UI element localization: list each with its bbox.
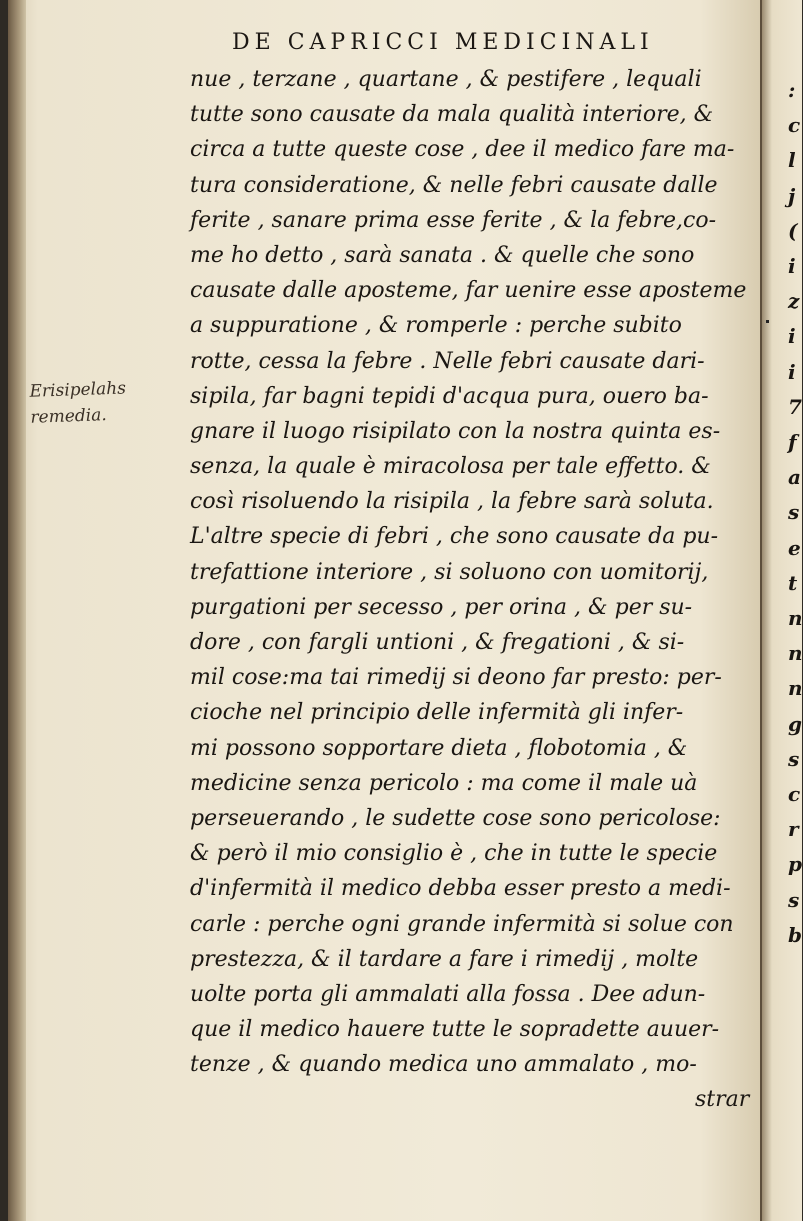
text-line: carle : perche ogni grande infermità si solue con [190,911,734,937]
text-line: tura consideratione, & nelle febri causate dalle [190,172,718,198]
facing-page-glyph: s [788,746,800,771]
text-line: causate dalle aposteme, far uenire esse aposteme [190,278,747,304]
text-line: medicine senza pericolo : ma come il male uà [190,770,698,796]
text-line: me ho detto , sarà sanata . & quelle che sono [190,242,695,268]
facing-page-glyph: n [788,606,803,630]
facing-page-glyph: c [788,782,801,806]
facing-page-glyph: ( [788,218,798,243]
facing-page-glyph: 7 [788,394,802,419]
text-line: dore , con fargli untioni , & fregationi , & si- [190,630,685,655]
facing-page-glyph: b [788,922,802,947]
text-line: d'infermità il medico debba esser presto a medi- [190,876,731,902]
facing-page-glyph: c [788,113,801,138]
text-line: ferite , sanare prima esse ferite , & la febre,co- [190,207,717,233]
text-line: nue , terzane , quartane , & pestifere , lequali [190,67,702,92]
body-text [190,62,760,1118]
text-line: prestezza, & il tardare a fare i rimedij , molte [190,946,699,972]
page-binding-shadow [8,0,26,1221]
text-line: rotte, cessa la febre . Nelle febri causate dari- [190,348,705,374]
running-head: DE CAPRICCI MEDICINALI [232,30,654,55]
text-line: que il medico hauere tutte le sopradette auuer- [190,1017,720,1043]
facing-page-glyph: : [788,78,796,102]
facing-page-glyph: n [788,676,803,701]
ink-speck [766,320,769,323]
text-line: così risoluendo la risipila , la febre sarà soluta. [190,489,714,515]
text-line: sipila, far bagni tepidi d'acqua pura, ouero ba- [190,383,709,409]
text-line: mi possono sopportare dieta , flobotomia , & [190,735,688,761]
text-line: & però il mio consiglio è , che in tutte le specie [190,841,718,867]
facing-page-glyph: f [788,430,797,454]
text-line: tutte sono causate da mala qualità interiore, & [190,102,714,128]
facing-page-glyph: l [788,148,796,173]
facing-page-glyph: n [788,641,803,666]
facing-page-glyph: s [788,887,800,912]
catchword: strar [695,1087,750,1113]
facing-page-glyph: t [788,570,798,595]
facing-page-glyph: j [788,183,796,208]
facing-page-glyph: z [788,289,800,314]
text-line: perseuerando , le sudette cose sono pericolose: [190,805,721,831]
facing-page-glyph: p [788,852,802,877]
facing-page-glyph: i [788,254,796,278]
facing-page-glyph: g [788,711,802,736]
text-line: mil cose:ma tai rimedij si deono far presto: per- [190,665,722,691]
text-line: tenze , & quando medica uno ammalato , mo- [190,1052,697,1078]
marginal-note-line: remedia. [30,405,108,428]
facing-page-glyph: i [788,359,796,384]
text-line: trefattione interiore , si soluono con uomitorij, [190,559,709,585]
text-line: circa a tutte queste cose , dee il medico fare ma- [190,137,735,163]
marginal-note [29,373,191,431]
text-line: L'altre specie di febri , che sono causate da pu- [190,524,719,550]
facing-page-edge [760,0,802,1221]
facing-page-glyph: r [788,817,799,842]
facing-page-glyph: a [788,465,801,490]
text-line: uolte porta gli ammalati alla fossa . Dee adun- [190,981,706,1007]
facing-page-glyph: i [788,324,796,349]
text-line: gnare il luogo risipilato con la nostra quinta es- [190,418,721,444]
text-line: a suppuratione , & romperle : perche subito [190,313,682,339]
facing-page-glyph: e [788,535,801,560]
text-line: cioche nel principio delle infermità gli infer- [190,700,684,726]
facing-page-glyph: s [788,500,800,525]
marginal-note-line: Erisipelahs [29,378,127,402]
text-line: senza, la quale è miracolosa per tale effetto. & [190,454,711,480]
text-line: purgationi per secesso , per orina , & per su- [190,594,693,620]
